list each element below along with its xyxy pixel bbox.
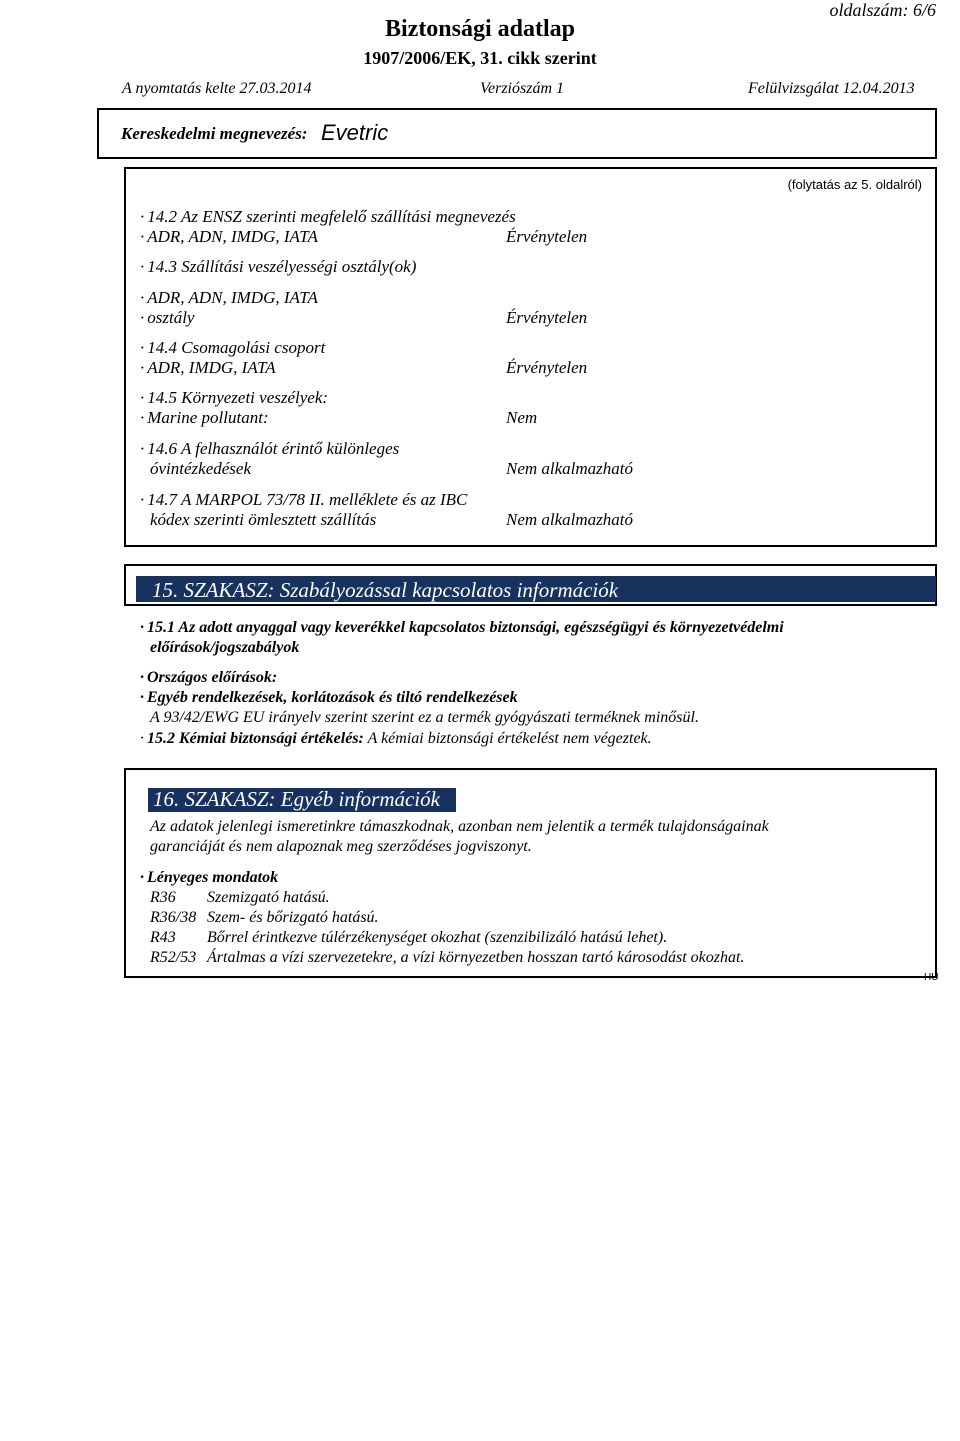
s14-2-label: · ADR, ADN, IMDG, IATA <box>140 227 318 246</box>
national-regulations: · Országos előírások: <box>140 669 278 686</box>
trade-name-label: Kereskedelmi megnevezés: <box>121 124 308 143</box>
revision-date: Felülvizsgálat 12.04.2013 <box>748 80 915 97</box>
s14-3-title: · 14.3 Szállítási veszélyességi osztály(ok) <box>140 257 417 276</box>
continued-note: (folytatás az 5. oldalról) <box>787 177 922 192</box>
s14-4-title: · 14.4 Csomagolási csoport <box>140 338 326 357</box>
s14-7-title-cont: kódex szerinti ömlesztett szállítás <box>150 510 377 529</box>
s15-1-title-cont: előírások/jogszabályok <box>150 639 300 656</box>
s14-4-value: Érvénytelen <box>506 358 588 377</box>
section15-header <box>124 564 937 606</box>
phrase-row: R36 Szemizgató hatású. <box>150 889 330 906</box>
s14-6-value: Nem alkalmazható <box>506 459 634 478</box>
s14-5-label: · Marine pollutant: <box>140 408 269 427</box>
print-date: A nyomtatás kelte 27.03.2014 <box>122 80 312 97</box>
s15-1-title: · 15.1 Az adott anyaggal vagy keverékkel kapcsolatos biztonsági, egészségügyi és környezetvédelmi <box>140 619 784 636</box>
section15-heading: 15. SZAKASZ: Szabályozással kapcsolatos információk <box>152 578 619 602</box>
language-code: HU <box>924 972 939 983</box>
document-subtitle: 1907/2006/EK, 31. cikk szerint <box>363 48 597 68</box>
version-number: Verziószám 1 <box>480 80 565 97</box>
s14-6-title: · 14.6 A felhasználót érintő különleges <box>140 439 400 458</box>
trade-name-value: Evetric <box>321 120 389 145</box>
s14-6-title-cont: óvintézkedések <box>150 459 251 478</box>
phrase-row: R43 Bőrrel érintkezve túlérzékenységet okozhat (szenzibilizáló hatású lehet). <box>150 929 668 946</box>
s14-5-title: · 14.5 Környezeti veszélyek: <box>140 388 329 407</box>
section16-heading: 16. SZAKASZ: Egyéb információk <box>153 787 440 811</box>
page-number: oldalszám: 6/6 <box>829 0 936 20</box>
s14-7-title: · 14.7 A MARPOL 73/78 II. melléklete és az IBC <box>140 490 468 509</box>
trade-name-box <box>97 108 937 159</box>
other-provisions: · Egyéb rendelkezések, korlátozások és tiltó rendelkezések <box>140 689 518 706</box>
s14-5-value: Nem <box>506 408 538 427</box>
s16-para-line1: Az adatok jelenlegi ismeretinkre támaszkodnak, azonban nem jelentik a termék tulajdonságainak <box>150 818 769 835</box>
s14-4-label: · ADR, IMDG, IATA <box>140 358 276 377</box>
s14-3-value: Érvénytelen <box>506 308 588 327</box>
relevant-phrases-title: · Lényeges mondatok <box>140 869 279 886</box>
s14-7-value: Nem alkalmazható <box>506 510 634 529</box>
s14-3-label1: · ADR, ADN, IMDG, IATA <box>140 288 318 307</box>
s14-2-value: Érvénytelen <box>506 227 588 246</box>
document-title: Biztonsági adatlap <box>384 16 576 42</box>
s14-3-label2: · osztály <box>140 308 195 327</box>
s15-2-line: · 15.2 Kémiai biztonsági értékelés: A kémiai biztonsági értékelést nem végeztek. <box>140 730 652 747</box>
phrase-row: R36/38 Szem- és bőrizgató hatású. <box>150 909 379 926</box>
directive-text: A 93/42/EWG EU irányelv szerint szerint ez a termék gyógyászati terméknek minősül. <box>150 709 699 726</box>
s14-2-title: · 14.2 Az ENSZ szerinti megfelelő szállítási megnevezés <box>140 207 516 226</box>
s16-para-line2: garanciáját és nem alapoznak meg szerződéses jogviszonyt. <box>150 838 532 855</box>
phrase-row: R52/53 Ártalmas a vízi szervezetekre, a vízi környezetben hosszan tartó károsodást okozhat. <box>150 949 745 966</box>
